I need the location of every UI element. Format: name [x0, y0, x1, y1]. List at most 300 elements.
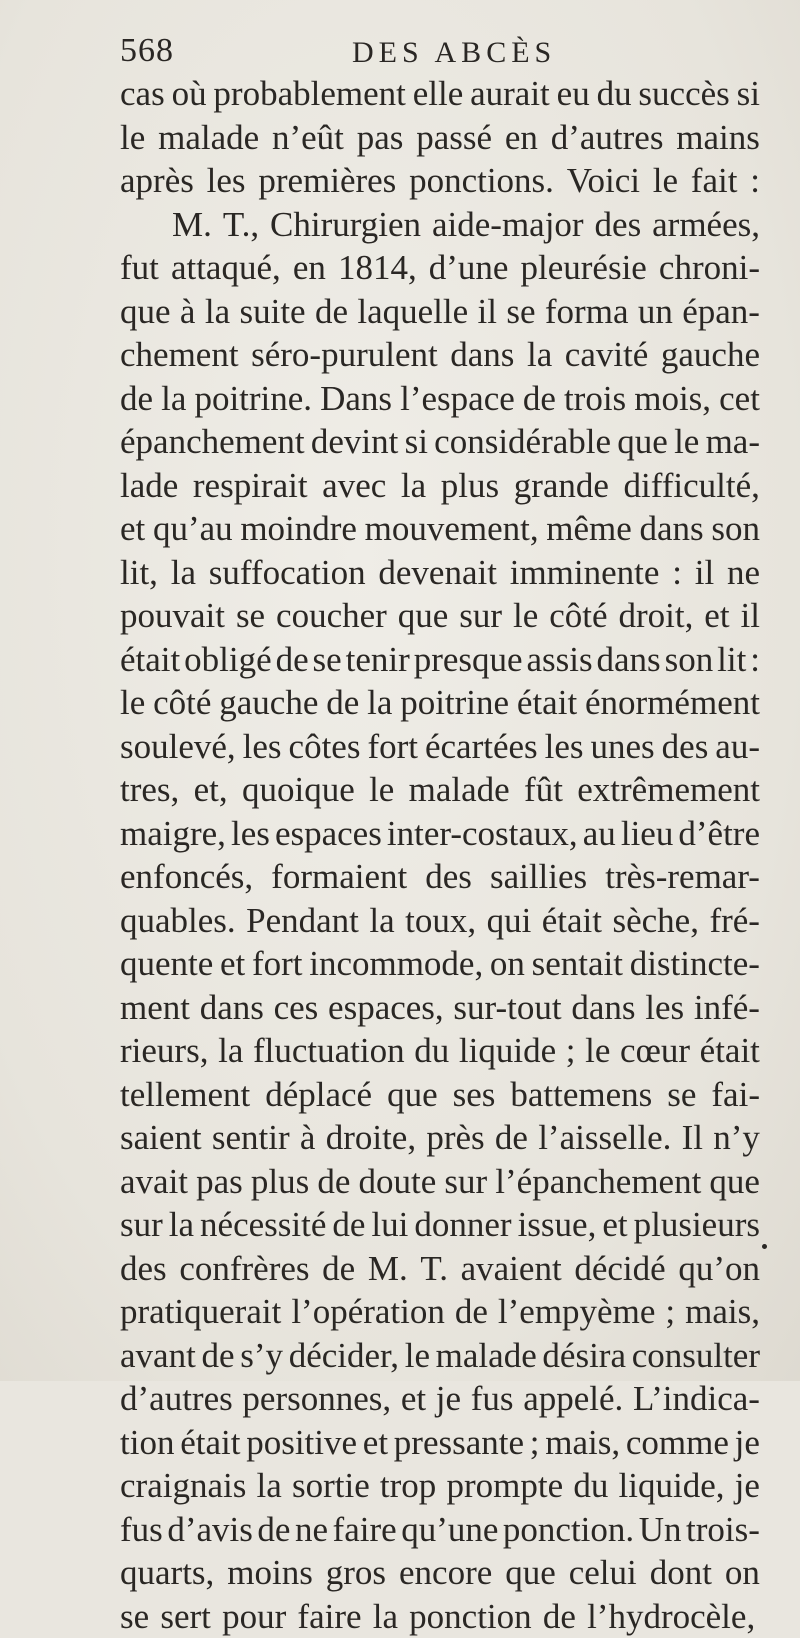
word: droite,	[326, 1116, 416, 1160]
word: faire	[333, 1508, 397, 1552]
text-line	[120, 72, 760, 116]
word: elle	[413, 72, 464, 116]
word: des	[120, 1247, 167, 1291]
word: des	[425, 855, 472, 899]
word: cet	[719, 377, 760, 421]
word: formaient	[271, 855, 407, 899]
word: probablement	[213, 72, 405, 116]
word: fré-	[709, 899, 760, 943]
word: respirait	[193, 464, 308, 508]
text-line	[120, 203, 760, 247]
word: dans	[640, 507, 704, 551]
word: Voici	[567, 159, 640, 203]
word: mois,	[634, 377, 711, 421]
word: maigre,	[120, 812, 226, 856]
word: séro-purulent	[251, 333, 438, 377]
word: pour	[222, 1595, 286, 1638]
word: le	[653, 159, 678, 203]
word: ;	[530, 1421, 540, 1465]
running-head: DES ABCÈS	[352, 36, 556, 70]
word: ponction.	[503, 1508, 634, 1552]
text-line	[120, 1290, 760, 1334]
word: confrères	[179, 1247, 309, 1291]
word: celui	[569, 1551, 637, 1595]
word: chroni-	[659, 246, 760, 290]
text-line	[120, 290, 760, 334]
word: ses	[453, 1073, 496, 1117]
word: attaqué,	[171, 246, 281, 290]
word: n’y	[713, 1116, 760, 1160]
word: forma	[545, 290, 629, 334]
word: sur-tout	[453, 986, 561, 1030]
word: fort	[252, 942, 303, 986]
word: des	[662, 725, 709, 769]
word: rieurs,	[120, 1029, 208, 1073]
word: sortie	[292, 1464, 370, 1508]
word: L’indica-	[633, 1377, 760, 1421]
word: poitrine.	[194, 377, 312, 421]
word: de	[317, 1160, 350, 1204]
word: on	[490, 942, 525, 986]
word: droit,	[618, 594, 693, 638]
word: lit,	[120, 551, 158, 595]
word: coucher	[276, 594, 387, 638]
word: si	[405, 420, 428, 464]
word: pressante	[394, 1421, 524, 1465]
word: mais,	[545, 1421, 620, 1465]
word: trois-	[686, 1508, 760, 1552]
word: toux,	[405, 899, 476, 943]
word: presque	[414, 638, 523, 682]
word: plus	[441, 464, 499, 508]
word: de	[523, 377, 556, 421]
word: des	[595, 203, 642, 247]
word: le	[513, 594, 538, 638]
word: mouvement,	[365, 507, 539, 551]
word: succès	[638, 72, 729, 116]
word: consulter	[632, 1334, 760, 1378]
word: sur	[120, 1203, 163, 1247]
word: de	[326, 681, 359, 725]
word: les	[207, 159, 246, 203]
word: distincte-	[630, 942, 760, 986]
word: ma-	[706, 420, 760, 464]
text-line	[120, 725, 760, 769]
word: avec	[322, 464, 386, 508]
word: le	[674, 420, 699, 464]
text-line	[120, 377, 760, 421]
text-line	[120, 1247, 760, 1291]
word: les	[231, 812, 270, 856]
word: se	[120, 1595, 149, 1638]
word: encore	[399, 1551, 492, 1595]
word: Chirurgien	[270, 203, 421, 247]
word: lui	[371, 1203, 408, 1247]
word: suffocation	[209, 551, 366, 595]
word: avaient	[461, 1247, 562, 1291]
word: lit	[717, 638, 746, 682]
word: je	[436, 1377, 461, 1421]
body-text	[120, 72, 760, 1638]
word: Dans	[320, 377, 392, 421]
word: malade	[158, 116, 259, 160]
word: fluctuation	[253, 1029, 405, 1073]
word: quoique	[242, 768, 355, 812]
word: d’avis	[167, 1508, 253, 1552]
word: l’épanchement	[495, 1160, 701, 1204]
word: considérable	[434, 420, 611, 464]
word: moins	[227, 1551, 313, 1595]
word: fus	[471, 1377, 514, 1421]
word: l’aisselle.	[538, 1116, 671, 1160]
word: pas	[196, 1160, 243, 1204]
word: de	[257, 1508, 290, 1552]
word: T.,	[223, 203, 259, 247]
word: du	[414, 1029, 449, 1073]
word: côté	[153, 681, 211, 725]
word: aurait	[470, 72, 550, 116]
word: côtes	[289, 725, 361, 769]
word: lade	[120, 464, 178, 508]
word: qu’une	[401, 1508, 498, 1552]
word: pouvait	[120, 594, 225, 638]
word: :	[750, 159, 760, 203]
word: positive	[246, 1421, 357, 1465]
text-line	[120, 1377, 760, 1421]
word: au-	[715, 725, 760, 769]
text-line	[120, 768, 760, 812]
text-line	[120, 986, 760, 1030]
word: se	[667, 1073, 696, 1117]
word: saient	[120, 1116, 202, 1160]
word: de	[201, 1334, 234, 1378]
word: M.	[172, 203, 212, 247]
word: tres,	[120, 768, 179, 812]
word: pratiquerait	[120, 1290, 281, 1334]
word: fut	[120, 246, 159, 290]
word: grande	[514, 464, 609, 508]
word: fort	[367, 725, 418, 769]
word: soulevé,	[120, 725, 236, 769]
word: le	[120, 116, 145, 160]
word: armées,	[652, 203, 760, 247]
word: ponctions.	[409, 159, 554, 203]
text-line	[120, 1160, 760, 1204]
word: et	[120, 507, 145, 551]
word: dans	[597, 638, 661, 682]
word: même	[546, 507, 632, 551]
word: ;	[665, 1290, 675, 1334]
word: fait	[691, 159, 738, 203]
word: sur	[459, 594, 502, 638]
word: quarts,	[120, 1551, 214, 1595]
word: suite	[239, 290, 305, 334]
word: imminente	[510, 551, 660, 595]
word: et	[363, 1421, 388, 1465]
word: que	[387, 1073, 438, 1117]
text-line	[120, 1551, 760, 1595]
word: de	[455, 1290, 488, 1334]
word: que	[120, 290, 171, 334]
word: la	[218, 1029, 243, 1073]
text-line	[120, 1421, 760, 1465]
word: poitrine	[400, 681, 509, 725]
word: Un	[639, 1508, 682, 1552]
word: n’eût	[272, 116, 344, 160]
page-number: 568	[120, 32, 174, 70]
word: et,	[194, 768, 228, 812]
word: sentait	[532, 942, 623, 986]
word: d’autres	[120, 1377, 233, 1421]
text-line	[120, 812, 760, 856]
word: sèche,	[612, 899, 698, 943]
word: que	[617, 420, 668, 464]
word: désira	[542, 1334, 626, 1378]
text-line	[120, 1116, 760, 1160]
word: plus	[251, 1160, 309, 1204]
word: extrêmement	[577, 768, 760, 812]
word: la	[169, 1203, 194, 1247]
word: :	[750, 638, 760, 682]
word: énormément	[585, 681, 760, 725]
word: les	[645, 986, 684, 1030]
word: battemens	[510, 1073, 652, 1117]
word: en	[505, 116, 538, 160]
text-line	[120, 1029, 760, 1073]
word: cavité	[565, 333, 649, 377]
word: il	[695, 551, 714, 595]
word: de	[543, 1595, 576, 1638]
text-line	[120, 942, 760, 986]
word: gauche	[219, 681, 318, 725]
word: et	[602, 1203, 627, 1247]
word: devenait	[378, 551, 497, 595]
word: pas	[357, 116, 404, 160]
text-line	[120, 551, 760, 595]
word: le	[369, 768, 394, 812]
page-header	[120, 32, 680, 72]
word: dont	[650, 1551, 712, 1595]
word: faire	[297, 1595, 361, 1638]
word: épan-	[682, 290, 760, 334]
word: de	[495, 1116, 528, 1160]
text-line	[120, 1595, 760, 1638]
text-line	[120, 594, 760, 638]
word: personnes,	[242, 1377, 391, 1421]
word: que	[505, 1551, 556, 1595]
word: la	[171, 551, 196, 595]
word: espaces	[275, 812, 382, 856]
word: quables.	[120, 899, 236, 943]
word: à	[300, 1116, 316, 1160]
word: du	[597, 72, 632, 116]
word: aide-major	[432, 203, 584, 247]
word: le	[585, 1029, 610, 1073]
text-line	[120, 246, 760, 290]
word: un	[638, 290, 673, 334]
word: d’être	[678, 812, 760, 856]
word: espaces,	[328, 986, 444, 1030]
word: ;	[566, 1029, 576, 1073]
word: fût	[524, 768, 563, 812]
word: doute	[359, 1160, 437, 1204]
text-line	[120, 855, 760, 899]
word: où	[172, 72, 207, 116]
word: la	[369, 899, 394, 943]
text-line	[120, 1508, 760, 1552]
word: de	[120, 377, 153, 421]
word: d’autres	[551, 116, 664, 160]
text-line	[120, 464, 760, 508]
word: inter-costaux,	[387, 812, 578, 856]
word: était	[542, 899, 602, 943]
word: Pendant	[246, 899, 359, 943]
word: se	[313, 638, 342, 682]
word: prompte	[447, 1464, 564, 1508]
word: unes	[591, 725, 655, 769]
word: qu’au	[153, 507, 233, 551]
word: qu’on	[678, 1247, 760, 1291]
word: s’y	[240, 1334, 283, 1378]
word: lieu	[621, 812, 673, 856]
word: nécessité	[200, 1203, 326, 1247]
word: se	[506, 290, 535, 334]
word: sentir	[212, 1116, 290, 1160]
word: je	[735, 1421, 760, 1465]
word: laquelle	[357, 290, 468, 334]
word: d’une	[429, 246, 509, 290]
word: la	[527, 333, 552, 377]
word: les	[243, 725, 282, 769]
word: en	[293, 246, 326, 290]
word: était	[700, 1029, 760, 1073]
word: le	[120, 681, 145, 725]
word: ne	[295, 1508, 328, 1552]
word: quente	[120, 942, 213, 986]
word: l’hydrocèle,	[587, 1595, 755, 1638]
ink-speck	[762, 1244, 767, 1249]
word: comme	[626, 1421, 729, 1465]
word: qui	[487, 899, 532, 943]
word: décider,	[289, 1334, 399, 1378]
word: chement	[120, 333, 239, 377]
word: son	[665, 638, 714, 682]
word: incommode,	[309, 942, 483, 986]
word: malade	[409, 768, 510, 812]
word: ne	[727, 551, 760, 595]
word: de	[322, 1247, 355, 1291]
word: saillies	[490, 855, 587, 899]
word: la	[373, 1595, 398, 1638]
word: appelé.	[523, 1377, 623, 1421]
word: au	[583, 812, 616, 856]
text-line	[120, 1203, 760, 1247]
word: M.	[368, 1247, 408, 1291]
word: issue,	[518, 1203, 597, 1247]
word: T.	[420, 1247, 448, 1291]
word: malade	[436, 1334, 537, 1378]
word: devint	[311, 420, 398, 464]
word: cas	[120, 72, 165, 116]
word: Il	[682, 1116, 703, 1160]
word: premières	[258, 159, 396, 203]
text-line	[120, 116, 760, 160]
word: de	[332, 1203, 365, 1247]
word: la	[205, 290, 230, 334]
word: gauche	[661, 333, 760, 377]
word: après	[120, 159, 194, 203]
word: que	[398, 594, 449, 638]
text-line	[120, 159, 760, 203]
word: liquide,	[619, 1464, 725, 1508]
word: de	[276, 638, 309, 682]
text-line	[120, 681, 760, 725]
word: difficulté,	[624, 464, 760, 508]
word: les	[545, 725, 584, 769]
word: très-remar-	[605, 855, 760, 899]
word: il	[478, 290, 497, 334]
word: du	[573, 1464, 608, 1508]
word: craignais	[120, 1464, 246, 1508]
text-line	[120, 420, 760, 464]
word: avant	[120, 1334, 196, 1378]
word: mains	[676, 116, 760, 160]
word: sert	[160, 1595, 211, 1638]
word: mais,	[685, 1290, 760, 1334]
word: la	[367, 681, 392, 725]
word: décidé	[574, 1247, 665, 1291]
word: je	[735, 1464, 760, 1508]
word: il	[741, 594, 760, 638]
word: dans	[200, 986, 264, 1030]
text-line	[120, 899, 760, 943]
word: le	[405, 1334, 430, 1378]
word: liquide	[459, 1029, 556, 1073]
word: assis	[526, 638, 592, 682]
word: plusieurs	[634, 1203, 760, 1247]
word: son	[711, 507, 760, 551]
word: épanchement	[120, 420, 305, 464]
word: dans	[450, 333, 514, 377]
text-line	[120, 1464, 760, 1508]
word: et	[704, 594, 729, 638]
word: l’empyème	[498, 1290, 655, 1334]
word: moindre	[240, 507, 357, 551]
word: :	[672, 551, 682, 595]
word: l’opération	[291, 1290, 445, 1334]
word: tellement	[120, 1073, 250, 1117]
word: de	[315, 290, 348, 334]
word: sur	[444, 1160, 487, 1204]
word: ment	[120, 986, 190, 1030]
word: ces	[274, 986, 319, 1030]
word: dans	[571, 986, 635, 1030]
word: fai-	[711, 1073, 760, 1117]
word: déplacé	[265, 1073, 372, 1117]
word: l’espace	[400, 377, 515, 421]
word: avait	[120, 1160, 188, 1204]
word: était	[120, 638, 180, 682]
word: ponction	[409, 1595, 531, 1638]
word: obligé	[184, 638, 271, 682]
word: la	[161, 377, 186, 421]
word: tion	[120, 1421, 174, 1465]
word: près	[426, 1116, 484, 1160]
word: trop	[380, 1464, 436, 1508]
text-line	[120, 507, 760, 551]
word: trois	[564, 377, 626, 421]
word: et	[220, 942, 245, 986]
